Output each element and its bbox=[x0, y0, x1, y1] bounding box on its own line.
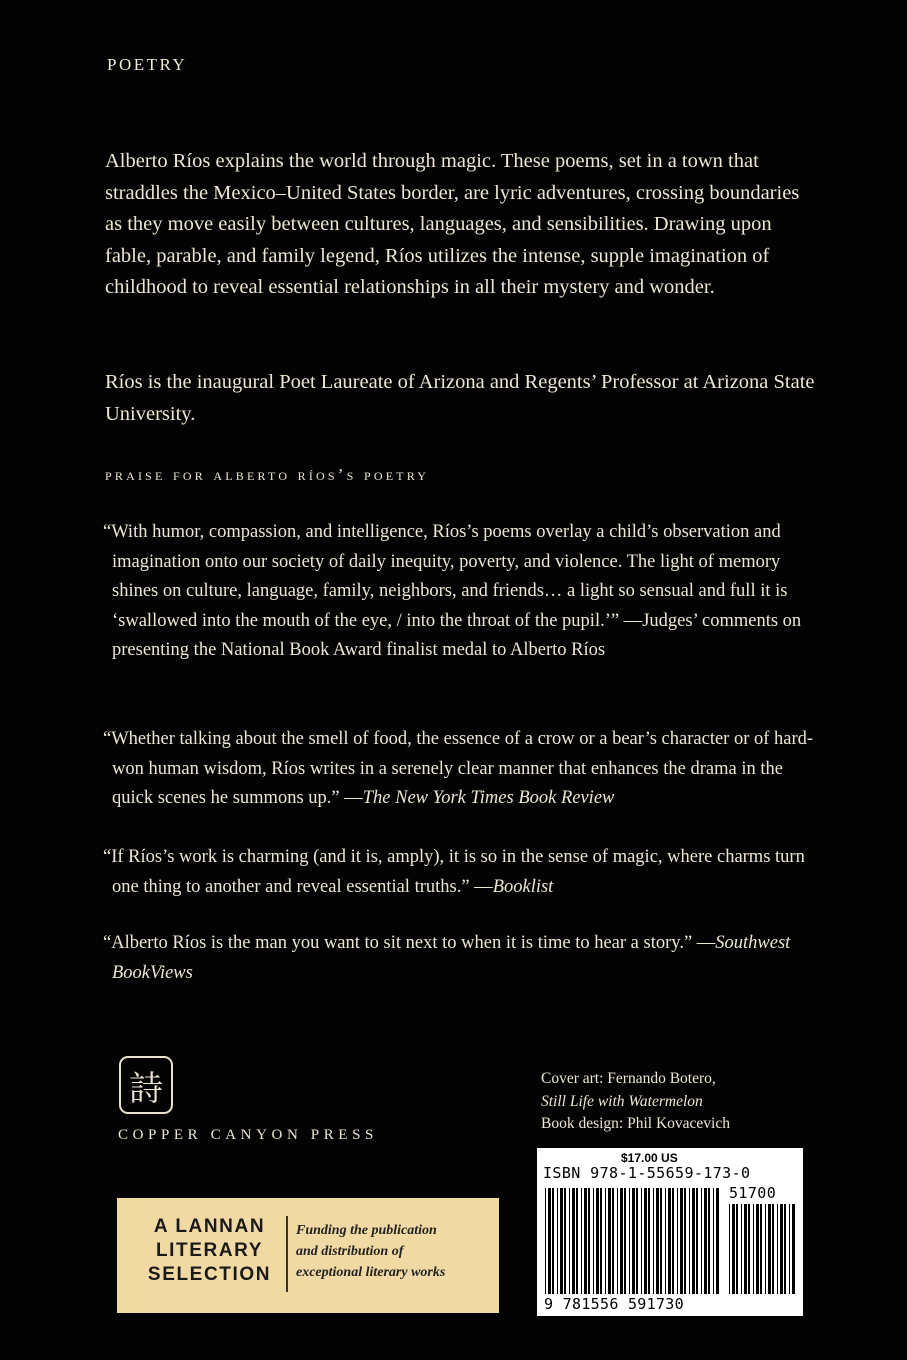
barcode-bar bbox=[756, 1204, 759, 1294]
barcode-bar bbox=[696, 1188, 698, 1294]
barcode-bar bbox=[748, 1204, 750, 1294]
barcode-bar bbox=[624, 1188, 626, 1294]
barcode-bar bbox=[560, 1188, 563, 1294]
author-bio: Ríos is the inaugural Poet Laureate of Arizona and Regents’ Professor at Arizona State University. bbox=[105, 371, 815, 425]
barcode-bar bbox=[557, 1188, 558, 1294]
poetry-character-icon: 詩 bbox=[129, 1068, 163, 1109]
barcode-bar bbox=[636, 1188, 638, 1294]
barcode-bar bbox=[617, 1188, 618, 1294]
lannan-line: A LANNAN bbox=[153, 1216, 266, 1237]
barcode-bar bbox=[552, 1188, 554, 1294]
barcode-bar bbox=[753, 1204, 754, 1294]
cover-art-credit: Cover art: Fernando Botero, bbox=[541, 1070, 716, 1087]
publisher-logo bbox=[119, 1056, 173, 1114]
quote-southwest bbox=[103, 929, 824, 988]
barcode-bar bbox=[729, 1204, 730, 1294]
barcode-bar bbox=[596, 1188, 599, 1294]
barcode-bar bbox=[784, 1204, 786, 1294]
barcode-bar bbox=[656, 1188, 659, 1294]
publisher-name: COPPER CANYON PRESS bbox=[118, 1127, 378, 1143]
quote-text: “With humor, compassion, and intelligence, Ríos’s poems overlay a child’s observation and imagination onto our society of daily inequity, poverty, and violence. The light of memory shines on culture, language, family, neighbors, and friends… a light so sensual and full it is ‘swallowed into the mouth of the eye, / into the throat of the pupil.’” —Judges’ comments on presenting the National Book Award finalist medal to Alberto Ríos bbox=[103, 522, 802, 660]
barcode-bar bbox=[741, 1204, 742, 1294]
lannan-line: SELECTION bbox=[147, 1264, 272, 1285]
quote-text: “Whether talking about the smell of food, the essence of a crow or a bear’s character or of hard-won human wisdom, Ríos writes in a serenely clear manner that enhances the drama in the quick scenes he summons up.” — bbox=[103, 729, 814, 808]
lannan-line: LITERARY bbox=[155, 1240, 264, 1261]
book-design-credit: Book design: Phil Kovacevich bbox=[541, 1115, 730, 1132]
cover-art-title: Still Life with Watermelon bbox=[541, 1092, 703, 1110]
barcode-bar bbox=[708, 1188, 710, 1294]
category-label: POETRY bbox=[107, 55, 188, 74]
barcode-bar bbox=[576, 1188, 578, 1294]
quote-source: Booklist bbox=[492, 876, 554, 897]
barcode-bar bbox=[581, 1188, 582, 1294]
quote-source: The New York Times Book Review bbox=[362, 788, 615, 808]
barcode-label bbox=[537, 1148, 803, 1316]
quote-text: “Alberto Ríos is the man you want to sit next to when it is time to hear a story.” — bbox=[103, 933, 716, 953]
barcode-bar bbox=[792, 1204, 795, 1294]
barcode-bar bbox=[780, 1204, 783, 1294]
lannan-tagline-line: Funding the publication bbox=[296, 1223, 437, 1238]
barcode-bar bbox=[584, 1188, 587, 1294]
barcode-bar bbox=[704, 1188, 707, 1294]
isbn-number: ISBN 978-1-55659-173-0 bbox=[543, 1164, 751, 1182]
lannan-tagline bbox=[296, 1220, 496, 1283]
barcode-bar bbox=[716, 1188, 719, 1294]
description-paragraph: Alberto Ríos explains the world through magic. These poems, set in a town that straddles the Mexico–United States border, are lyric adventures, crossing boundaries as they move easily between cultures, languages, and sensibilities. Drawing upon fable, parable, and family legend, Ríos utilizes the intense, supple imagination of childhood to reveal essential relationships in all their mystery and wonder. bbox=[105, 150, 800, 298]
barcode-bar bbox=[548, 1188, 551, 1294]
lannan-tagline-line: and distribution of bbox=[296, 1244, 404, 1259]
barcode-bar bbox=[777, 1204, 778, 1294]
barcode-bar bbox=[608, 1188, 611, 1294]
barcode-bar bbox=[593, 1188, 594, 1294]
barcode-bar bbox=[680, 1188, 683, 1294]
quote-text: “If Ríos’s work is charming (and it is, amply), it is so in the sense of magic, where charms turn one thing to another and reveal essential truths.” — bbox=[103, 847, 805, 897]
barcode-bar bbox=[620, 1188, 623, 1294]
barcode-bar bbox=[768, 1204, 771, 1294]
lannan-divider bbox=[286, 1216, 288, 1292]
quote-national-book-award bbox=[103, 518, 824, 666]
barcode-bar bbox=[692, 1188, 695, 1294]
barcode-bar bbox=[660, 1188, 662, 1294]
barcode-bar bbox=[701, 1188, 702, 1294]
quote-nyt bbox=[103, 725, 824, 814]
barcode-bar bbox=[644, 1188, 647, 1294]
lannan-title bbox=[137, 1215, 282, 1287]
barcode-bar bbox=[588, 1188, 590, 1294]
praise-heading: praise for alberto ríos’s poetry bbox=[105, 465, 430, 484]
barcode-bar bbox=[569, 1188, 570, 1294]
lannan-badge bbox=[117, 1198, 499, 1313]
ean13-number: 9 781556 591730 bbox=[544, 1295, 684, 1313]
barcode-bar bbox=[672, 1188, 674, 1294]
barcode-bar bbox=[545, 1188, 546, 1294]
barcode-bar bbox=[684, 1188, 686, 1294]
credits bbox=[541, 1068, 730, 1136]
barcode-bar bbox=[736, 1204, 738, 1294]
barcode-bar bbox=[689, 1188, 690, 1294]
barcode-bar bbox=[629, 1188, 630, 1294]
barcode-bar bbox=[789, 1204, 790, 1294]
barcode-bar bbox=[572, 1188, 575, 1294]
barcode-bar bbox=[668, 1188, 671, 1294]
barcode-bar bbox=[648, 1188, 650, 1294]
barcode-bar bbox=[744, 1204, 747, 1294]
barcode-bar bbox=[665, 1188, 666, 1294]
barcode-bar bbox=[765, 1204, 766, 1294]
barcode-bar bbox=[732, 1204, 735, 1294]
barcode-bar bbox=[772, 1204, 774, 1294]
barcode-bar bbox=[564, 1188, 566, 1294]
lannan-tagline-line: exceptional literary works bbox=[296, 1265, 446, 1280]
barcode-bar bbox=[641, 1188, 642, 1294]
quote-source: Southwest BookViews bbox=[112, 933, 791, 983]
barcode-bar bbox=[605, 1188, 606, 1294]
barcode-bar bbox=[677, 1188, 678, 1294]
barcode-bar bbox=[713, 1188, 714, 1294]
ean5-number: 51700 bbox=[729, 1184, 777, 1202]
barcode-bar bbox=[653, 1188, 654, 1294]
barcode-bar bbox=[612, 1188, 614, 1294]
price-label: $17.00 US bbox=[621, 1151, 678, 1165]
barcode-bar bbox=[632, 1188, 635, 1294]
quote-booklist bbox=[103, 843, 824, 902]
barcode-bar bbox=[760, 1204, 762, 1294]
barcode-bar bbox=[600, 1188, 602, 1294]
